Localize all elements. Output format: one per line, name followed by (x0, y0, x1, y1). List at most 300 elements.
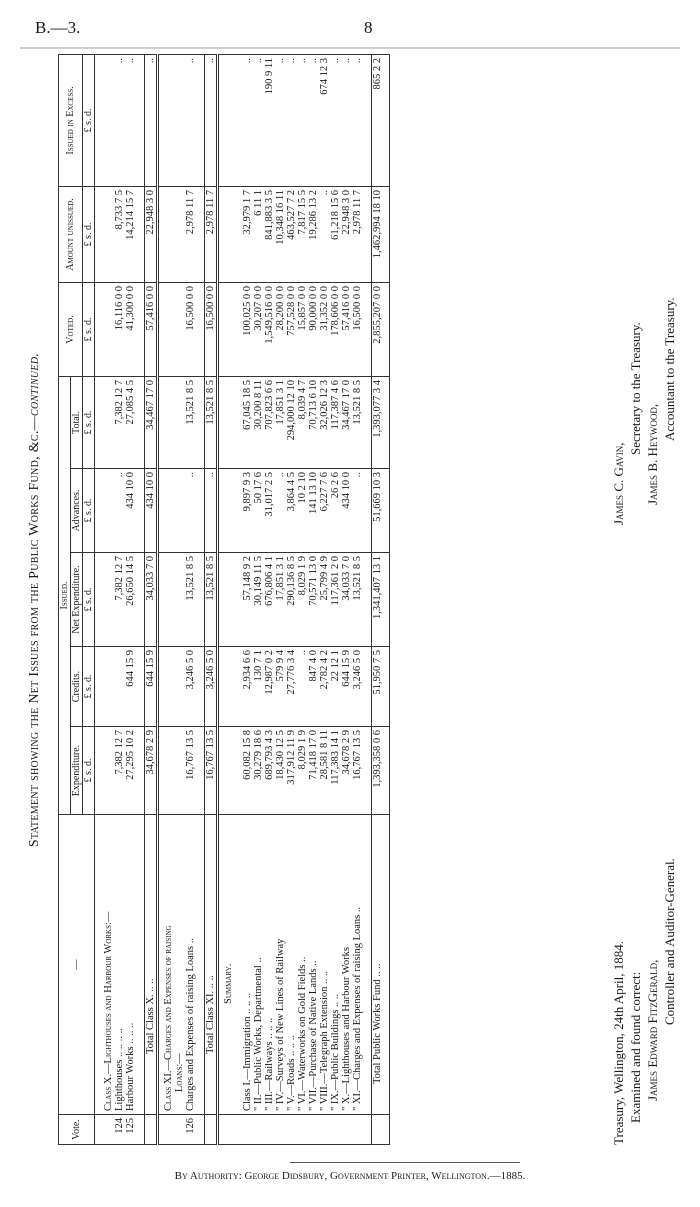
spacer-cell (383, 647, 390, 727)
amount-adv: .. (205, 469, 218, 553)
amount-unissued: .. (319, 186, 330, 282)
amount-adv: 6,227 7 6 (319, 469, 330, 553)
amount-cred: 3,246 5 0 (205, 647, 218, 727)
spacer-cell (234, 1115, 242, 1145)
spacer-cell (196, 186, 205, 282)
spacer-cell (234, 376, 242, 468)
spacer-cell (234, 186, 242, 282)
spacer-cell (163, 186, 174, 282)
amount-exp: 317,912 11 9 (286, 727, 297, 815)
amount-excess: .. (341, 54, 352, 186)
row-description: " VII.—Purchase of Native Lands .. (308, 815, 319, 1115)
units-label: £ s. d. (83, 54, 95, 186)
secretary-title: Secretary to the Treasury. (628, 322, 643, 455)
amount-exp: 30,279 18 6 (253, 727, 264, 815)
amount-voted: 100,025 0 0 (242, 282, 253, 376)
auditor-name: James Edward FitzGerald, (645, 959, 660, 1101)
spacer-cell (223, 553, 234, 647)
spacer-cell (223, 282, 234, 376)
spacer-cell (234, 54, 242, 186)
row-description: Total Class XI. .. .. (205, 815, 218, 1115)
class-xi-heading-row (163, 54, 174, 1144)
amount-adv: 3,864 4 5 (286, 469, 297, 553)
spacer-cell (103, 727, 114, 815)
units-label: £ s. d. (83, 376, 95, 468)
gap-row (363, 54, 372, 1144)
spacer-cell (383, 815, 390, 1115)
amount-net: 25,799 4 9 (319, 553, 330, 647)
spacer-cell (196, 1115, 205, 1145)
amount-net: 117,361 2 0 (330, 553, 341, 647)
amount-excess: 865 2 2 (372, 54, 384, 186)
spacer-cell (136, 553, 145, 647)
spacer-cell (223, 727, 234, 815)
summary-row (275, 54, 286, 1144)
spacer-cell (196, 647, 205, 727)
amount-adv: 10 2 10 (297, 469, 308, 553)
spacer-cell (136, 54, 145, 186)
col-voted: Voted. (59, 282, 83, 376)
spacer-cell (196, 282, 205, 376)
amount-voted: 16,500 0 0 (205, 282, 218, 376)
amount-adv: .. (275, 469, 286, 553)
row-description: " VI.—Waterworks on Gold Fields .. (297, 815, 308, 1115)
spacer-cell (174, 553, 185, 647)
row-description: " VIII.—Telegraph Extension .. .. (319, 815, 330, 1115)
spacer-cell (196, 469, 205, 553)
amount-exp: 34,678 2 9 (341, 727, 352, 815)
title-prefix: Statement showing the Net Issues from the Public Works Fund, &c.— (27, 416, 42, 848)
summary-row (297, 54, 308, 1144)
statement-table (58, 54, 390, 1145)
summary-row (286, 54, 297, 1144)
amount-unissued: 2,978 11 7 (352, 186, 363, 282)
vote-number (286, 1115, 297, 1145)
accountant-title: Accountant to the Treasury. (662, 297, 677, 441)
amount-excess: .. (297, 54, 308, 186)
amount-unissued: 1,462,994 18 10 (372, 186, 384, 282)
rotated-statement (20, 55, 680, 1145)
table-row (185, 54, 196, 1144)
amount-excess: .. (145, 54, 158, 186)
col-total: Total. (71, 376, 83, 468)
amount-voted: 1,549,516 0 0 (264, 282, 275, 376)
spacer-cell (383, 186, 390, 282)
summary-row (308, 54, 319, 1144)
gap-row (136, 54, 145, 1144)
amount-adv: 434 10 0 (145, 469, 158, 553)
spacer-cell (363, 1115, 372, 1145)
amount-cred: 130 7 1 (253, 647, 264, 727)
row-description: Total Public Works Fund .. .. (372, 815, 384, 1115)
spacer-cell (363, 727, 372, 815)
units-label: £ s. d. (83, 727, 95, 815)
amount-total: 34,467 17 0 (341, 376, 352, 468)
vote-number (330, 1115, 341, 1145)
spacer-cell (363, 469, 372, 553)
section-heading: Class X.—Lighthouses and Harbour Works:— (103, 815, 114, 1115)
amount-voted: 57,416 0 0 (145, 282, 158, 376)
amount-total: 34,467 17 0 (145, 376, 158, 468)
amount-exp: 689,793 4 3 (264, 727, 275, 815)
spacer-cell (383, 553, 390, 647)
amount-cred: 2,782 4 2 (319, 647, 330, 727)
spacer-cell (383, 727, 390, 815)
row-description: Charges and Expenses of raising Loans .. (185, 815, 196, 1115)
amount-unissued: 2,978 11 7 (205, 186, 218, 282)
vote-number (242, 1115, 253, 1145)
amount-adv: 141 13 10 (308, 469, 319, 553)
spacer-cell (234, 815, 242, 1115)
amount-excess: .. (330, 54, 341, 186)
spacer-cell (234, 469, 242, 553)
vote-number (264, 1115, 275, 1145)
spacer-cell (196, 553, 205, 647)
spacer-cell (363, 553, 372, 647)
amount-total: 30,200 8 11 (253, 376, 264, 468)
amount-excess: .. (242, 54, 253, 186)
vote-number: 124 (114, 1115, 125, 1145)
spacer-cell (234, 647, 242, 727)
amount-cred (114, 647, 125, 727)
amount-voted: 41,300 0 0 (125, 282, 136, 376)
amount-voted: 90,000 0 0 (308, 282, 319, 376)
amount-voted: 16,500 0 0 (185, 282, 196, 376)
amount-net: 17,851 3 1 (275, 553, 286, 647)
amount-voted: 178,606 0 0 (330, 282, 341, 376)
units-label: £ s. d. (83, 647, 95, 727)
class-xi-total-row (205, 54, 218, 1144)
amount-net: 57,148 9 2 (242, 553, 253, 647)
amount-voted: 57,416 0 0 (341, 282, 352, 376)
vote-number (253, 1115, 264, 1145)
amount-excess: .. (114, 54, 125, 186)
spacer-cell (163, 54, 174, 186)
amount-unissued: 14,214 15 7 (125, 186, 136, 282)
spacer-cell (136, 815, 145, 1115)
spacer-cell (163, 376, 174, 468)
amount-exp: 8,029 1 9 (297, 727, 308, 815)
header-rule (20, 47, 680, 49)
spacer-cell (136, 647, 145, 727)
amount-exp: 16,767 13 5 (205, 727, 218, 815)
header-row-1 (59, 54, 71, 1144)
secretary-name: James C. Gavin, (611, 442, 626, 525)
spacer-cell (95, 727, 104, 815)
spacer-cell (163, 282, 174, 376)
amount-excess: .. (205, 54, 218, 186)
amount-cred: 644 15 9 (341, 647, 352, 727)
amount-total: 294,000 12 10 (286, 376, 297, 468)
class-xi-heading-row-2 (174, 54, 185, 1144)
amount-excess: .. (286, 54, 297, 186)
amount-cred: 644 15 9 (145, 647, 158, 727)
spacer-cell (383, 1115, 390, 1145)
row-description: Lighthouses .. .. .. .. (114, 815, 125, 1115)
vote-cell (223, 1115, 234, 1145)
vote-cell (163, 1115, 174, 1145)
amount-adv: 31,017 2 5 (264, 469, 275, 553)
amount-exp: 7,382 12 7 (114, 727, 125, 815)
section-heading: Loans:— (174, 815, 185, 1115)
row-description: " II.—Public Works, Departmental .. (253, 815, 264, 1115)
amount-adv: 434 10 0 (341, 469, 352, 553)
vote-number (352, 1115, 363, 1145)
amount-cred: 847 4 0 (308, 647, 319, 727)
amount-net: 34,033 7 0 (341, 553, 352, 647)
amount-net: 26,650 14 5 (125, 553, 136, 647)
summary-row (253, 54, 264, 1144)
amount-net: 8,029 1 9 (297, 553, 308, 647)
vote-number (308, 1115, 319, 1145)
spacer-cell (163, 647, 174, 727)
amount-adv: 9,897 9 3 (242, 469, 253, 553)
amount-net: 70,571 13 0 (308, 553, 319, 647)
spacer-cell (95, 376, 104, 468)
spacer-cell (103, 186, 114, 282)
spacer-cell (103, 54, 114, 186)
units-label: £ s. d. (83, 469, 95, 553)
amount-voted: 28,200 0 0 (275, 282, 286, 376)
spacer-cell (95, 469, 104, 553)
amount-net: 13,521 8 5 (352, 553, 363, 647)
amount-unissued: 10,348 16 11 (275, 186, 286, 282)
amount-adv: .. (352, 469, 363, 553)
amount-adv: .. (185, 469, 196, 553)
auditor-title: Controller and Auditor-General. (662, 858, 677, 1025)
gap-row (95, 54, 104, 1144)
spacer-cell (223, 647, 234, 727)
spacer-cell (163, 727, 174, 815)
summary-row (330, 54, 341, 1144)
row-description: " IV.—Surveys of New Lines of Railway (275, 815, 286, 1115)
amount-voted: 16,500 0 0 (352, 282, 363, 376)
statement-title (20, 55, 50, 1145)
amount-total: 32,026 12 3 (319, 376, 330, 468)
amount-cred: 3,246 5 0 (352, 647, 363, 727)
vote-cell (103, 1115, 114, 1145)
amount-net: 13,521 8 5 (185, 553, 196, 647)
amount-cred: 22 12 1 (330, 647, 341, 727)
col-net-expenditure: Net Expenditure. (71, 553, 83, 647)
spacer-cell (196, 376, 205, 468)
amount-unissued: 22,948 3 0 (145, 186, 158, 282)
spacer-cell (95, 553, 104, 647)
spacer-cell (163, 553, 174, 647)
amount-excess: .. (253, 54, 264, 186)
vote-number (275, 1115, 286, 1145)
spacer-cell (383, 54, 390, 186)
spacer-cell (163, 469, 174, 553)
spacer-cell (103, 647, 114, 727)
row-description: Class I.—Immigration .. .. .. (242, 815, 253, 1115)
table-bottom-row (383, 54, 390, 1144)
spacer-cell (174, 469, 185, 553)
row-description: " X.—Lighthouses and Harbour Works (341, 815, 352, 1115)
amount-voted: 30,207 0 0 (253, 282, 264, 376)
spacer-cell (136, 186, 145, 282)
amount-cred: 644 15 9 (125, 647, 136, 727)
spacer-cell (196, 727, 205, 815)
amount-total: 17,851 3 1 (275, 376, 286, 468)
amount-adv: 434 10 0 (125, 469, 136, 553)
section-heading: Class XI.—Charges and Expenses of raising (163, 815, 174, 1115)
accountant-name: James B. Heywood, (645, 403, 660, 505)
amount-excess: .. (185, 54, 196, 186)
vote-number (145, 1115, 158, 1145)
vote-cell (174, 1115, 185, 1145)
amount-net: 676,806 4 1 (264, 553, 275, 647)
row-description: " V.—Roads .. .. .. (286, 815, 297, 1115)
summary-row (341, 54, 352, 1144)
amount-unissued: 463,527 7 2 (286, 186, 297, 282)
summary-row (352, 54, 363, 1144)
amount-voted: 757,528 0 0 (286, 282, 297, 376)
printer-imprint: By Authority: George Didsbury, Government Printer, Wellington.—1885. (174, 1170, 526, 1182)
spacer-cell (95, 186, 104, 282)
col-issued: Issued. (59, 376, 71, 814)
amount-adv: 26 2 6 (330, 469, 341, 553)
spacer-cell (136, 469, 145, 553)
spacer-cell (174, 54, 185, 186)
spacer-cell (196, 54, 205, 186)
document-code: B.—3. (35, 18, 81, 37)
amount-voted: 31,352 0 0 (319, 282, 330, 376)
spacer-cell (234, 282, 242, 376)
table-row (114, 54, 125, 1144)
amount-exp: 117,383 14 1 (330, 727, 341, 815)
spacer-cell (95, 815, 104, 1115)
spacer-cell (223, 376, 234, 468)
amount-total: 67,045 18 5 (242, 376, 253, 468)
spacer-cell (383, 376, 390, 468)
row-description: " IX.—Public Buildings .. .. (330, 815, 341, 1115)
col-description: — (59, 815, 95, 1115)
spacer-cell (103, 282, 114, 376)
col-advances: Advances. (71, 469, 83, 553)
spacer-cell (363, 376, 372, 468)
spacer-cell (363, 282, 372, 376)
amount-adv: 51,669 10 3 (372, 469, 384, 553)
amount-unissued: 841,883 3 5 (264, 186, 275, 282)
amount-total: 8,039 4 7 (297, 376, 308, 468)
row-description: " III.—Railways .. .. .. (264, 815, 275, 1115)
secretary-signature-block (610, 297, 678, 525)
spacer-cell (196, 815, 205, 1115)
amount-exp: 28,581 8 11 (319, 727, 330, 815)
amount-net: 30,149 11 5 (253, 553, 264, 647)
amount-exp: 16,767 13 5 (185, 727, 196, 815)
spacer-cell (95, 282, 104, 376)
amount-unissued: 8,733 7 5 (114, 186, 125, 282)
vote-number: 125 (125, 1115, 136, 1145)
spacer-cell (363, 815, 372, 1115)
title-suffix: continued. (27, 352, 42, 417)
spacer-cell (363, 54, 372, 186)
amount-exp: 27,295 10 2 (125, 727, 136, 815)
spacer-cell (103, 469, 114, 553)
spacer-cell (174, 376, 185, 468)
amount-cred: 3,246 5 0 (185, 647, 196, 727)
summary-total-row (372, 54, 384, 1144)
spacer-cell (383, 469, 390, 553)
units-label: £ s. d. (83, 282, 95, 376)
amount-unissued: 2,978 11 7 (185, 186, 196, 282)
units-label: £ s. d. (83, 186, 95, 282)
amount-net: 34,033 7 0 (145, 553, 158, 647)
table-row (125, 54, 136, 1144)
amount-total: 13,521 8 5 (352, 376, 363, 468)
units-label: £ s. d. (83, 553, 95, 647)
amount-cred: 2,934 6 6 (242, 647, 253, 727)
amount-cred: .. (297, 647, 308, 727)
amount-adv: .. (114, 469, 125, 553)
amount-total: 117,387 4 6 (330, 376, 341, 468)
amount-total: 13,521 8 5 (205, 376, 218, 468)
treasury-date: Treasury, Wellington, 24th April, 1884. (611, 941, 626, 1145)
spacer-cell (95, 54, 104, 186)
spacer-cell (363, 647, 372, 727)
amount-total: 7,382 12 7 (114, 376, 125, 468)
vote-number (319, 1115, 330, 1145)
amount-exp: 71,418 17 0 (308, 727, 319, 815)
spacer-cell (174, 647, 185, 727)
spacer-cell (136, 727, 145, 815)
spacer-cell (174, 282, 185, 376)
spacer-cell (363, 186, 372, 282)
col-amount-unissued: Amount unissued. (59, 186, 83, 282)
page-number: 8 (364, 18, 373, 37)
spacer-cell (136, 1115, 145, 1145)
section-heading: Summary. (223, 815, 234, 1115)
amount-voted: 2,855,207 0 0 (372, 282, 384, 376)
spacer-cell (223, 54, 234, 186)
spacer-cell (136, 376, 145, 468)
amount-exp: 1,393,358 0 6 (372, 727, 384, 815)
amount-excess: 190 9 11 (264, 54, 275, 186)
spacer-cell (234, 727, 242, 815)
amount-exp: 18,430 12 5 (275, 727, 286, 815)
class-x-heading-row (103, 54, 114, 1144)
spacer-cell (223, 469, 234, 553)
vote-number (205, 1115, 218, 1145)
spacer-cell (174, 727, 185, 815)
vote-number (297, 1115, 308, 1145)
row-description: " XI.—Charges and Expenses of raising Loans .. (352, 815, 363, 1115)
amount-excess: .. (125, 54, 136, 186)
amount-adv: 50 17 6 (253, 469, 264, 553)
spacer-cell (103, 553, 114, 647)
amount-excess: 674 12 3 (319, 54, 330, 186)
amount-exp: 34,678 2 9 (145, 727, 158, 815)
vote-number: 126 (185, 1115, 196, 1145)
amount-unissued: 32,979 1 7 (242, 186, 253, 282)
col-credits: Credits. (71, 647, 83, 727)
examined-note: Examined and found correct: (628, 971, 643, 1123)
vote-number (341, 1115, 352, 1145)
amount-excess: .. (275, 54, 286, 186)
amount-net: 1,341,407 13 1 (372, 553, 384, 647)
amount-cred: 51,950 7 5 (372, 647, 384, 727)
amount-unissued: 61,218 15 6 (330, 186, 341, 282)
amount-excess: .. (308, 54, 319, 186)
gap-row (234, 54, 242, 1144)
amount-net: 290,136 8 5 (286, 553, 297, 647)
vote-number (372, 1115, 384, 1145)
amount-cred: 12,987 0 2 (264, 647, 275, 727)
col-issued-in-excess: Issued in Excess. (59, 54, 83, 186)
amount-excess: .. (352, 54, 363, 186)
